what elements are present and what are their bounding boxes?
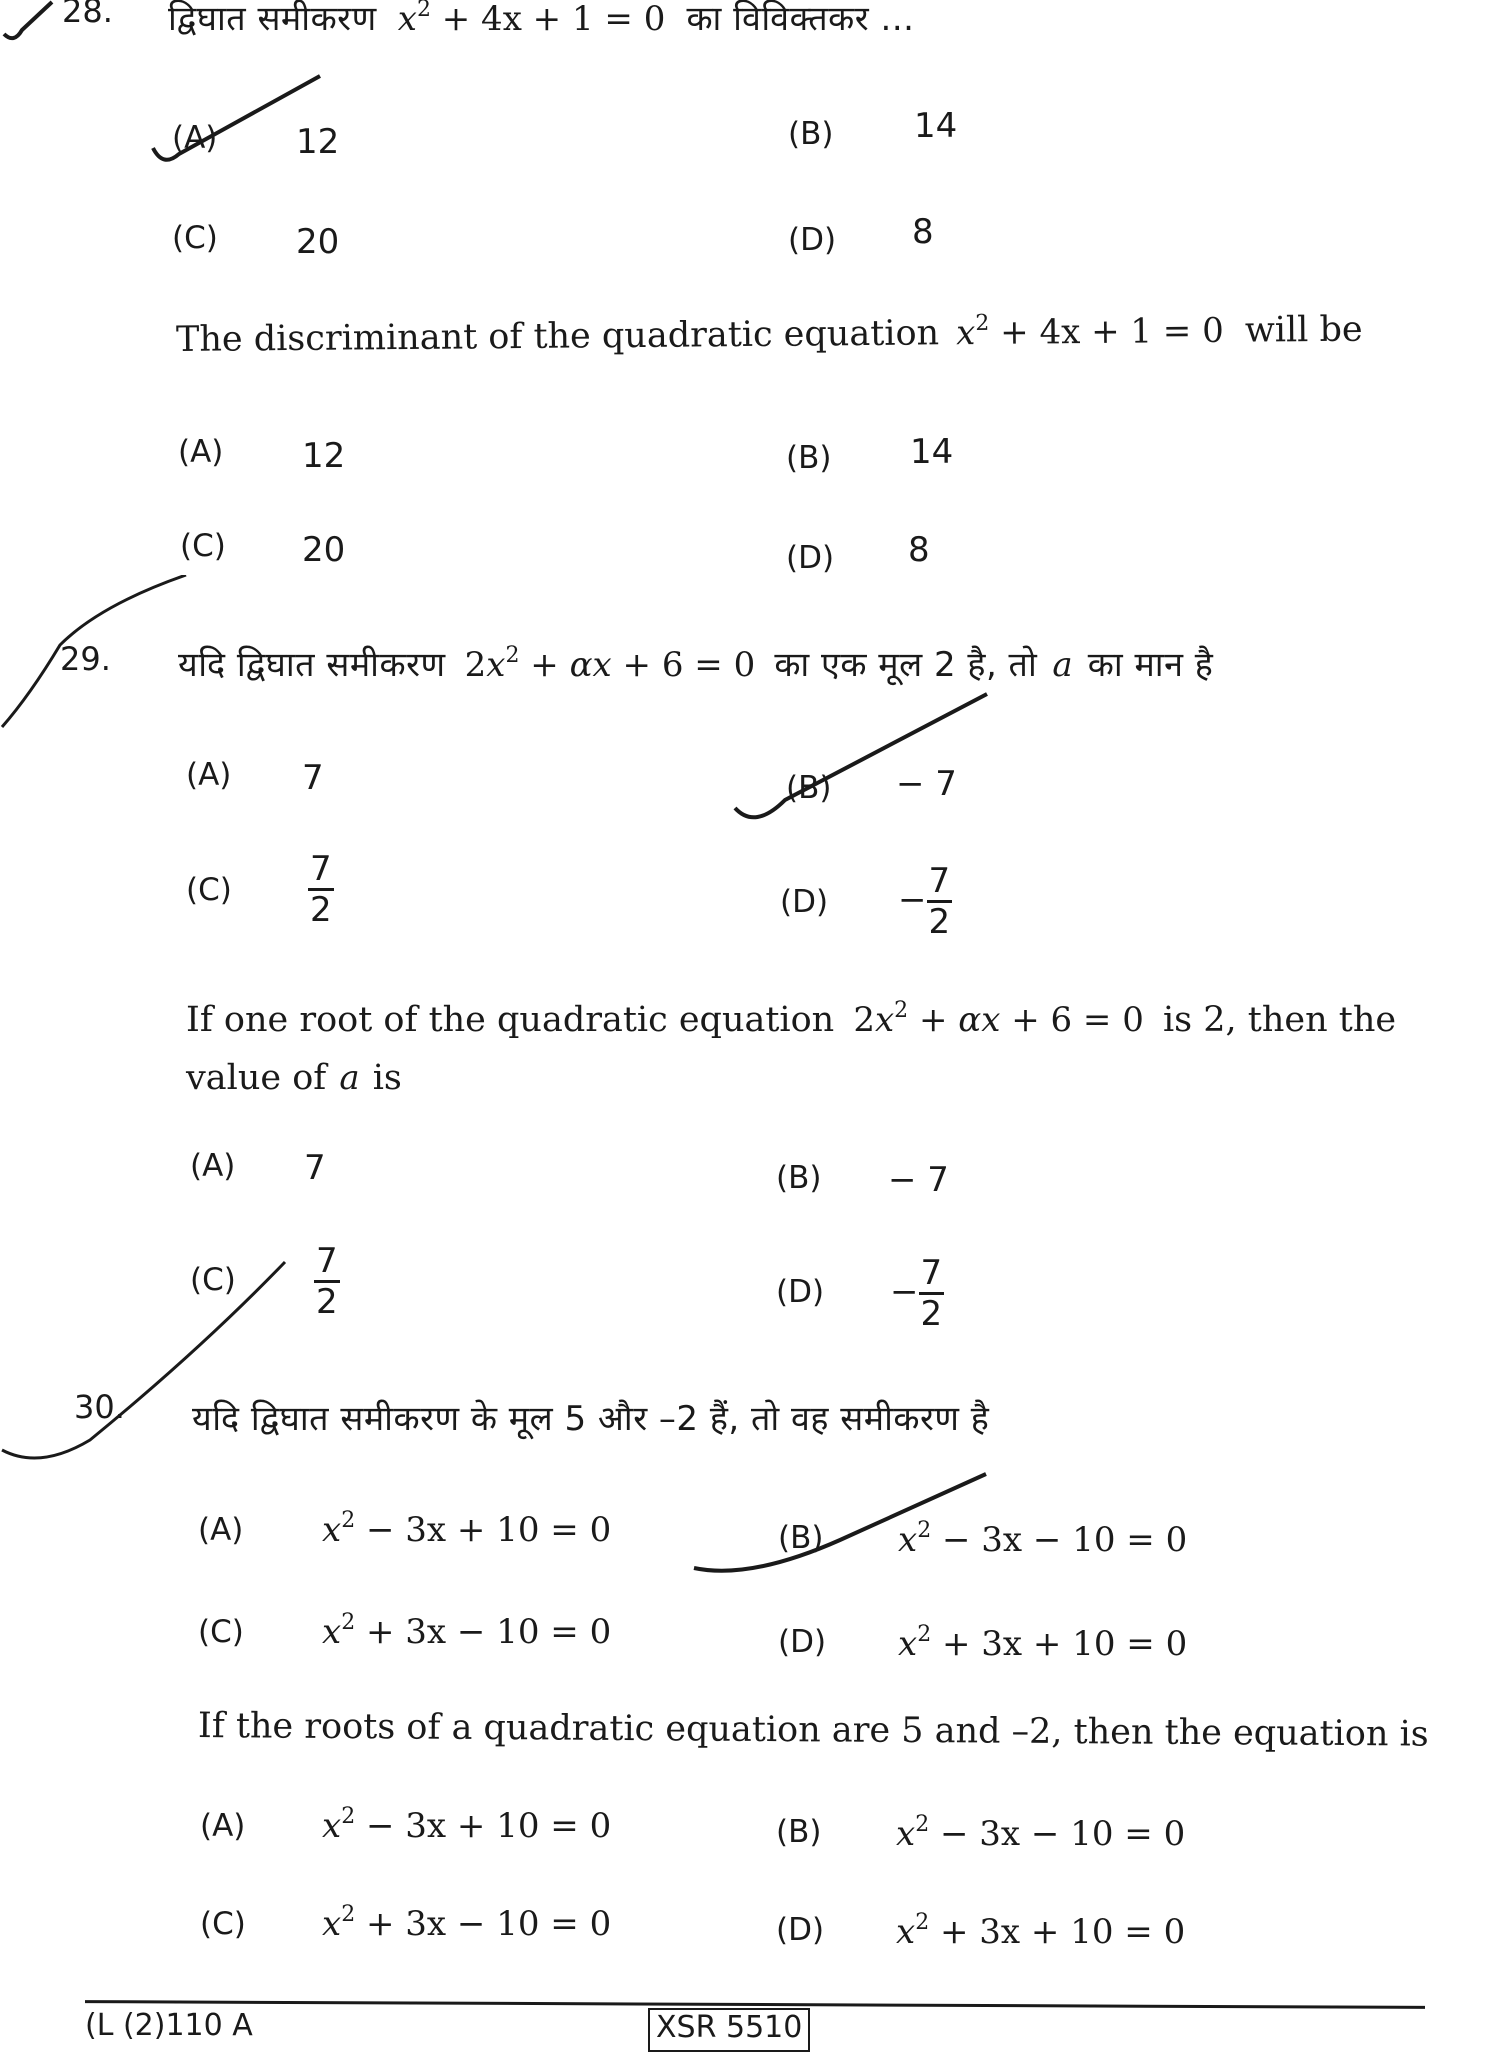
option-value: 7	[304, 1148, 326, 1188]
option-label: (D)	[778, 1624, 827, 1660]
option-equation: $x^2 + 3x - 10 = 0$	[322, 1610, 612, 1652]
option-label: (B)	[778, 1520, 824, 1556]
option-equation: $x^2 - 3x - 10 = 0$	[898, 1518, 1188, 1560]
question-number: 30.	[74, 1388, 125, 1426]
option-value: 12	[302, 436, 346, 476]
question-english-29-line2: value of a is	[186, 1058, 402, 1098]
option-value: − 7	[896, 764, 957, 804]
option-label: (C)	[190, 1262, 236, 1298]
question-number: 29.	[60, 640, 111, 678]
option-label: (B)	[776, 1160, 822, 1196]
option-label: (D)	[788, 222, 837, 258]
option-label: (C)	[200, 1906, 246, 1942]
option-label: (A)	[186, 757, 232, 793]
option-label: (D)	[776, 1274, 825, 1310]
option-equation: $x^2 + 3x + 10 = 0$	[896, 1910, 1186, 1952]
series-code-box: XSR 5510	[648, 2008, 810, 2052]
question-english-28: The discriminant of the quadratic equation $x^2 + 4x + 1 = 0$ will be	[175, 309, 1363, 360]
option-equation: $x^2 - 3x + 10 = 0$	[322, 1804, 612, 1846]
option-value: − $\frac{7}{2}$	[890, 1253, 943, 1334]
option-value: 8	[908, 530, 930, 570]
question-hindi-30: यदि द्विघात समीकरण के मूल 5 और –2 हैं, तो वह समीकरण है	[192, 1399, 990, 1439]
option-value: 7	[302, 758, 324, 798]
option-equation: $x^2 + 3x - 10 = 0$	[322, 1902, 612, 1944]
option-value: 20	[302, 530, 346, 570]
option-value: 12	[296, 122, 340, 162]
paper-code: (L (2)110 A	[85, 2008, 253, 2043]
option-equation: $x^2 - 3x + 10 = 0$	[322, 1508, 612, 1550]
question-hindi-28: द्विघात समीकरण $x^2 + 4x + 1 = 0$ का विविक्तकर ...	[168, 0, 915, 39]
option-label: (D)	[780, 884, 829, 920]
option-value: $\frac{7}{2}$	[310, 849, 332, 930]
question-english-29: If one root of the quadratic equation $2x^2 + \alpha x + 6 = 0$ is 2, then the	[186, 998, 1397, 1040]
equation: $x^2 + 4x + 1 = 0$	[397, 0, 666, 39]
question-number: 28.	[62, 0, 113, 30]
option-equation: $x^2 - 3x - 10 = 0$	[896, 1812, 1186, 1854]
option-label: (D)	[786, 540, 835, 576]
option-label: (B)	[776, 1814, 822, 1850]
question-english-30: If the roots of a quadratic equation are 5 and –2, then the equation is	[197, 1706, 1429, 1755]
check-mark-icon	[725, 690, 995, 830]
option-label: (A)	[190, 1148, 236, 1184]
option-label: (C)	[180, 528, 226, 564]
option-value: 14	[914, 106, 958, 146]
option-label: (A)	[172, 120, 218, 156]
option-label: (C)	[186, 872, 232, 908]
option-label: (A)	[198, 1512, 244, 1548]
option-label: (A)	[178, 434, 224, 470]
option-label: (C)	[198, 1614, 244, 1650]
check-mark-icon	[0, 0, 70, 45]
equation: $2x^2 + \alpha x + 6 = 0$	[464, 643, 756, 685]
option-label: (C)	[172, 220, 218, 256]
option-label: (A)	[200, 1808, 246, 1844]
equation: $2x^2 + \alpha x + 6 = 0$	[853, 998, 1144, 1040]
option-value: 8	[912, 212, 934, 252]
option-label: (B)	[786, 770, 832, 806]
option-equation: $x^2 + 3x + 10 = 0$	[898, 1622, 1188, 1664]
equation: $x^2 + 4x + 1 = 0$	[956, 310, 1224, 354]
option-value: 14	[910, 432, 954, 472]
option-label: (B)	[786, 440, 832, 476]
option-value: − 7	[888, 1160, 949, 1200]
option-value: − $\frac{7}{2}$	[898, 861, 951, 942]
option-value: 20	[296, 222, 340, 262]
question-hindi-29: यदि द्विघात समीकरण $2x^2 + \alpha x + 6 = 0$ का एक मूल 2 है, तो a का मान है	[178, 643, 1214, 685]
option-value: $\frac{7}{2}$	[316, 1241, 338, 1322]
option-label: (B)	[788, 116, 834, 152]
option-label: (D)	[776, 1912, 825, 1948]
